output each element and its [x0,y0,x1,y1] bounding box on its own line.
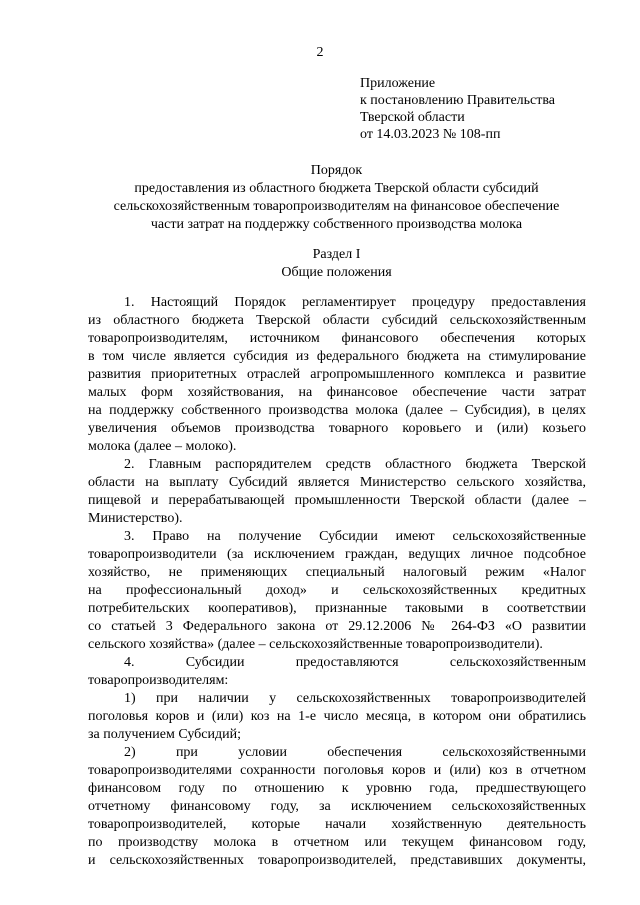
paragraph-line: 2) при условии обеспечения сельскохозяйственными [124,745,586,760]
paragraph-line: 1) при наличии у сельскохозяйственных товаропроизводителей [124,691,586,706]
paragraph-line: сельского хозяйства» (далее – сельскохозяйственные товаропроизводители). [88,637,543,652]
paragraph-line: потребительских кооперативов), признанные таковыми в соответствии [88,601,586,616]
paragraph-line: товаропроизводителей, которые начали хозяйственную деятельность [88,817,586,832]
section-number: Раздел I [312,247,361,262]
paragraph-line: развития приоритетных отраслей агропромышленного комплекса и развитие [88,367,586,382]
paragraph-line: 4. Субсидии предоставляются сельскохозяйственным [124,655,586,670]
paragraph-line: в том числе является субсидия из федерального бюджета на стимулирование [88,349,586,364]
paragraph-line: 3. Право на получение Субсидии имеют сельскохозяйственные [124,529,586,544]
appendix-line: Приложение [360,76,436,91]
paragraph-line: за получением Субсидий; [88,727,241,742]
paragraph-line: товаропроизводителям, источником финансового обеспечения которых [88,331,586,346]
paragraph-line: товаропроизводителями сохранности поголовья коров и (или) коз в отчетном [88,763,586,778]
paragraph-line: области на выплату Субсидий является Министерство сельского хозяйства, [88,475,586,490]
paragraph-line: на профессиональный доход» и сельскохозяйственных кредитных [88,583,586,598]
section-heading [60,246,613,282]
paragraph-line: Министерство). [88,511,183,526]
page-number: 2 [316,45,324,60]
section-name: Общие положения [281,265,392,280]
title-line: сельскохозяйственным товаропроизводителям на финансовое обеспечение [113,199,560,214]
title-heading: Порядок [310,163,363,178]
paragraph-line: товаропроизводителям: [88,673,229,688]
paragraph-line: пищевой и перерабатывающей промышленности Тверской области (далее – [88,493,586,508]
appendix-line: от 14.03.2023 № 108-пп [360,127,501,142]
paragraph-line: молока (далее – молоко). [88,439,237,454]
paragraph-line: финансовом году по отношению к уровню года, предшествующего [88,781,586,796]
paragraph-line: увеличения объемов производства товарного коровьего и (или) козьего [88,421,586,436]
paragraph-line: хозяйство, не применяющих специальный налоговый режим «Налог [88,565,586,580]
paragraph-line: 1. Настоящий Порядок регламентирует процедуру предоставления [124,295,586,310]
appendix-line: Тверской области [360,110,465,125]
paragraph-line: отчетному финансовому году, за исключением сельскохозяйственных [88,799,586,814]
paragraph-line: со статьей 3 Федерального закона от 29.12.2006 № 264-ФЗ «О развитии [88,619,586,634]
appendix-line: к постановлению Правительства [360,93,556,108]
title-line: предоставления из областного бюджета Тверской области субсидий [134,181,539,196]
paragraph-line: поголовья коров и (или) коз на 1-е число месяца, в котором они обратились [88,709,586,724]
document-body [88,294,586,870]
paragraph-line: на поддержку собственного производства молока (далее – Субсидия), в целях [88,403,586,418]
paragraph-line: и сельскохозяйственных товаропроизводителей, представивших документы, [88,853,586,868]
paragraph-line: товаропроизводители (за исключением граждан, ведущих личное подсобное [88,547,586,562]
paragraph-line: малых форм хозяйствования, на финансовое обеспечение части затрат [88,385,586,400]
document-title [60,162,613,234]
title-line: части затрат на поддержку собственного производства молока [150,217,523,232]
paragraph-line: из областного бюджета Тверской области субсидий сельскохозяйственным [88,313,586,328]
paragraph-line: 2. Главным распорядителем средств областного бюджета Тверской [124,457,586,472]
appendix-block [360,75,555,143]
paragraph-line: по производству молока в отчетном или текущем финансовом году, [88,835,586,850]
